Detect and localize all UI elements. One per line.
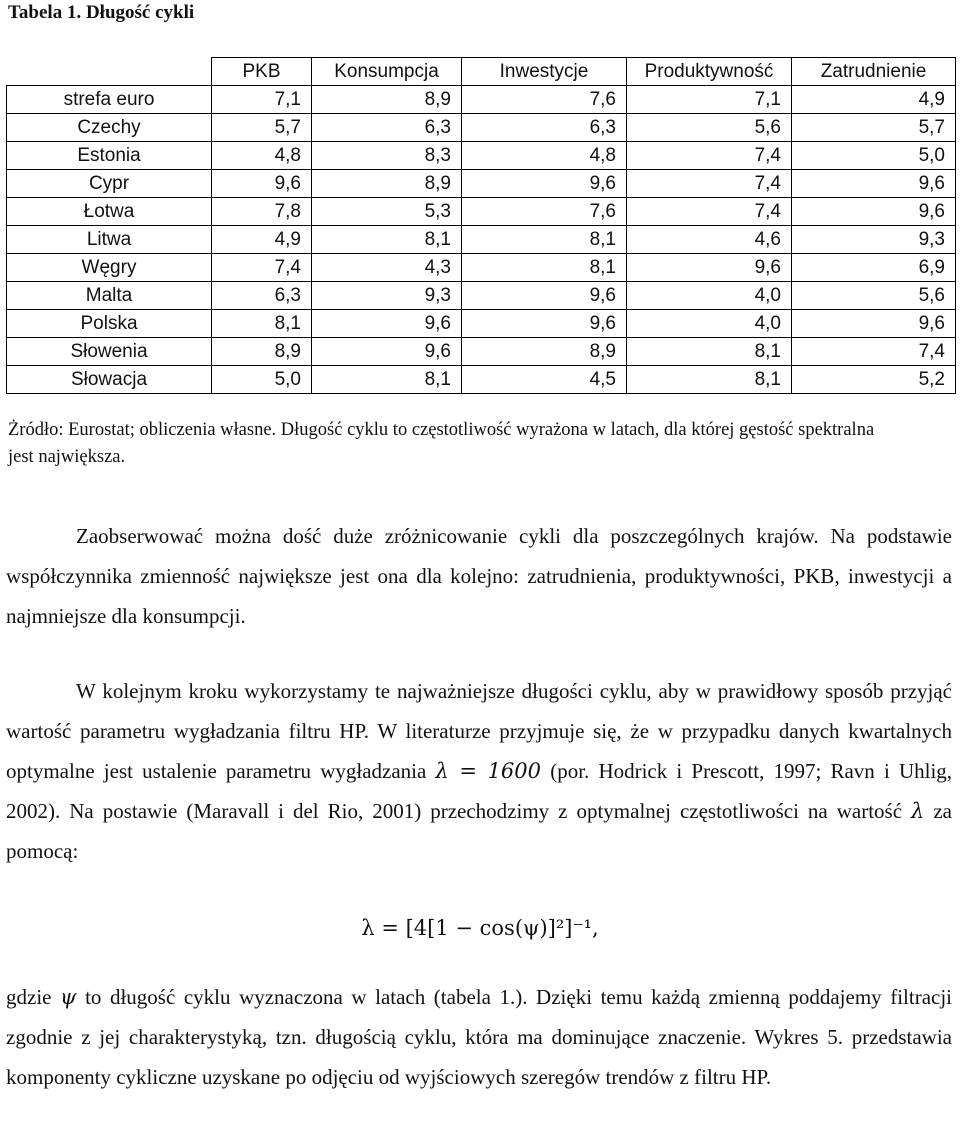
value-cell: 4,9 [792, 86, 956, 114]
paragraph-text: to długość cyklu wyznaczona w latach (tabela 1.). Dzięki temu każdą zmienną poddajemy filtracji zgodnie z jej charakterystyką, tzn. długością cyklu, która ma dominujące znaczenie. Wykres 5. przedstawia komponenty cykliczne uzyskane po odjęciu od wyjściowych szeregów trendów z filtru HP. [6, 985, 953, 1089]
value-cell: 8,3 [312, 142, 462, 170]
value-cell: 9,6 [462, 310, 627, 338]
paragraph-text: za pomocą: [6, 799, 952, 863]
source-note: Żródło: Eurostat; obliczenia własne. Długość cyklu to częstotliwość wyrażona w latach, dla której gęstość spektralna jest największa. [8, 420, 875, 467]
column-header: PKB [212, 58, 312, 86]
value-cell: 6,3 [212, 282, 312, 310]
value-cell: 8,1 [312, 226, 462, 254]
value-cell: 7,4 [627, 170, 792, 198]
table-header-row [7, 58, 956, 86]
value-cell: 9,6 [792, 310, 956, 338]
lambda-equation: λ = 1600 [435, 759, 542, 783]
value-cell: 5,6 [792, 282, 956, 310]
value-cell: 9,6 [462, 282, 627, 310]
value-cell: 7,4 [627, 198, 792, 226]
value-cell: 8,9 [312, 170, 462, 198]
table-row [7, 170, 956, 198]
value-cell: 9,3 [792, 226, 956, 254]
table-row [7, 114, 956, 142]
value-cell: 4,5 [462, 366, 627, 394]
value-cell: 4,0 [627, 282, 792, 310]
value-cell: 5,3 [312, 198, 462, 226]
value-cell: 8,9 [312, 86, 462, 114]
country-cell: Malta [7, 282, 212, 310]
lambda-formula: λ = [4[1 − cos(ψ)]²]⁻¹, [361, 916, 599, 940]
country-cell: Cypr [7, 170, 212, 198]
country-cell: strefa euro [7, 86, 212, 114]
value-cell: 9,6 [627, 254, 792, 282]
value-cell: 5,7 [212, 114, 312, 142]
cycle-length-table [6, 57, 956, 394]
table-row [7, 226, 956, 254]
value-cell: 9,6 [792, 198, 956, 226]
value-cell: 8,1 [462, 226, 627, 254]
column-header: Zatrudnienie [792, 58, 956, 86]
column-header: Konsumpcja [312, 58, 462, 86]
paragraph-text: W kolejnym kroku wykorzystamy te najważniejsze długości cyklu, aby w prawidłowy sposób przyjąć wartość parametru wygładzania filtru HP. W literaturze przyjmuje się, że w przypadku danych kwartalnych optymalne jest ustalenie parametru wygładzania [6, 679, 952, 783]
paragraph-filtering [6, 977, 952, 1097]
paragraph-variability [6, 516, 952, 636]
value-cell: 8,1 [312, 366, 462, 394]
paragraph-text: Zaobserwować można dość duże zróżnicowanie cykli dla poszczególnych krajów. Na podstawie współczynnika zmienność największe jest ona dla kolejno: zatrudnienia, produktywności, PKB, inwestycji a najmniejsze dla konsumpcji. [6, 524, 952, 628]
value-cell: 5,6 [627, 114, 792, 142]
table-row [7, 310, 956, 338]
table-corner-cell [7, 58, 212, 86]
country-cell: Słowenia [7, 338, 212, 366]
value-cell: 9,6 [312, 338, 462, 366]
value-cell: 7,6 [462, 198, 627, 226]
value-cell: 4,8 [462, 142, 627, 170]
value-cell: 5,7 [792, 114, 956, 142]
table-row [7, 282, 956, 310]
value-cell: 7,4 [627, 142, 792, 170]
value-cell: 9,6 [792, 170, 956, 198]
value-cell: 4,9 [212, 226, 312, 254]
country-cell: Słowacja [7, 366, 212, 394]
column-header: Produktywność [627, 58, 792, 86]
psi-symbol: ψ [60, 985, 77, 1009]
value-cell: 4,8 [212, 142, 312, 170]
paragraph-text: gdzie [6, 985, 52, 1009]
value-cell: 6,3 [462, 114, 627, 142]
value-cell: 7,4 [792, 338, 956, 366]
value-cell: 8,9 [462, 338, 627, 366]
value-cell: 7,1 [627, 86, 792, 114]
value-cell: 4,6 [627, 226, 792, 254]
value-cell: 9,6 [462, 170, 627, 198]
country-cell: Czechy [7, 114, 212, 142]
country-cell: Polska [7, 310, 212, 338]
table-row [7, 86, 956, 114]
country-cell: Estonia [7, 142, 212, 170]
table-row [7, 142, 956, 170]
value-cell: 8,1 [462, 254, 627, 282]
value-cell: 6,9 [792, 254, 956, 282]
table-row [7, 338, 956, 366]
value-cell: 8,1 [212, 310, 312, 338]
value-cell: 5,0 [792, 142, 956, 170]
value-cell: 8,1 [627, 338, 792, 366]
lambda-symbol: λ [911, 799, 925, 823]
paragraph-text: (por. Hodrick i Prescott, 1997; Ravn i Uhlig, 2002). Na postawie (Maravall i del Rio, 2001) przechodzimy z optymalnej częstotliwości na wartość [6, 759, 953, 823]
value-cell: 8,9 [212, 338, 312, 366]
table-caption: Tabela 1. Długość cykli [8, 2, 195, 23]
country-cell: Litwa [7, 226, 212, 254]
value-cell: 7,4 [212, 254, 312, 282]
value-cell: 7,1 [212, 86, 312, 114]
country-cell: Węgry [7, 254, 212, 282]
value-cell: 5,0 [212, 366, 312, 394]
value-cell: 9,6 [312, 310, 462, 338]
column-header: Inwestycje [462, 58, 627, 86]
country-cell: Łotwa [7, 198, 212, 226]
value-cell: 4,0 [627, 310, 792, 338]
table-row [7, 254, 956, 282]
value-cell: 5,2 [792, 366, 956, 394]
paragraph-hp-filter [6, 671, 952, 871]
table-row [7, 198, 956, 226]
value-cell: 6,3 [312, 114, 462, 142]
value-cell: 7,8 [212, 198, 312, 226]
table-row [7, 366, 956, 394]
value-cell: 8,1 [627, 366, 792, 394]
value-cell: 7,6 [462, 86, 627, 114]
value-cell: 9,6 [212, 170, 312, 198]
value-cell: 9,3 [312, 282, 462, 310]
value-cell: 4,3 [312, 254, 462, 282]
